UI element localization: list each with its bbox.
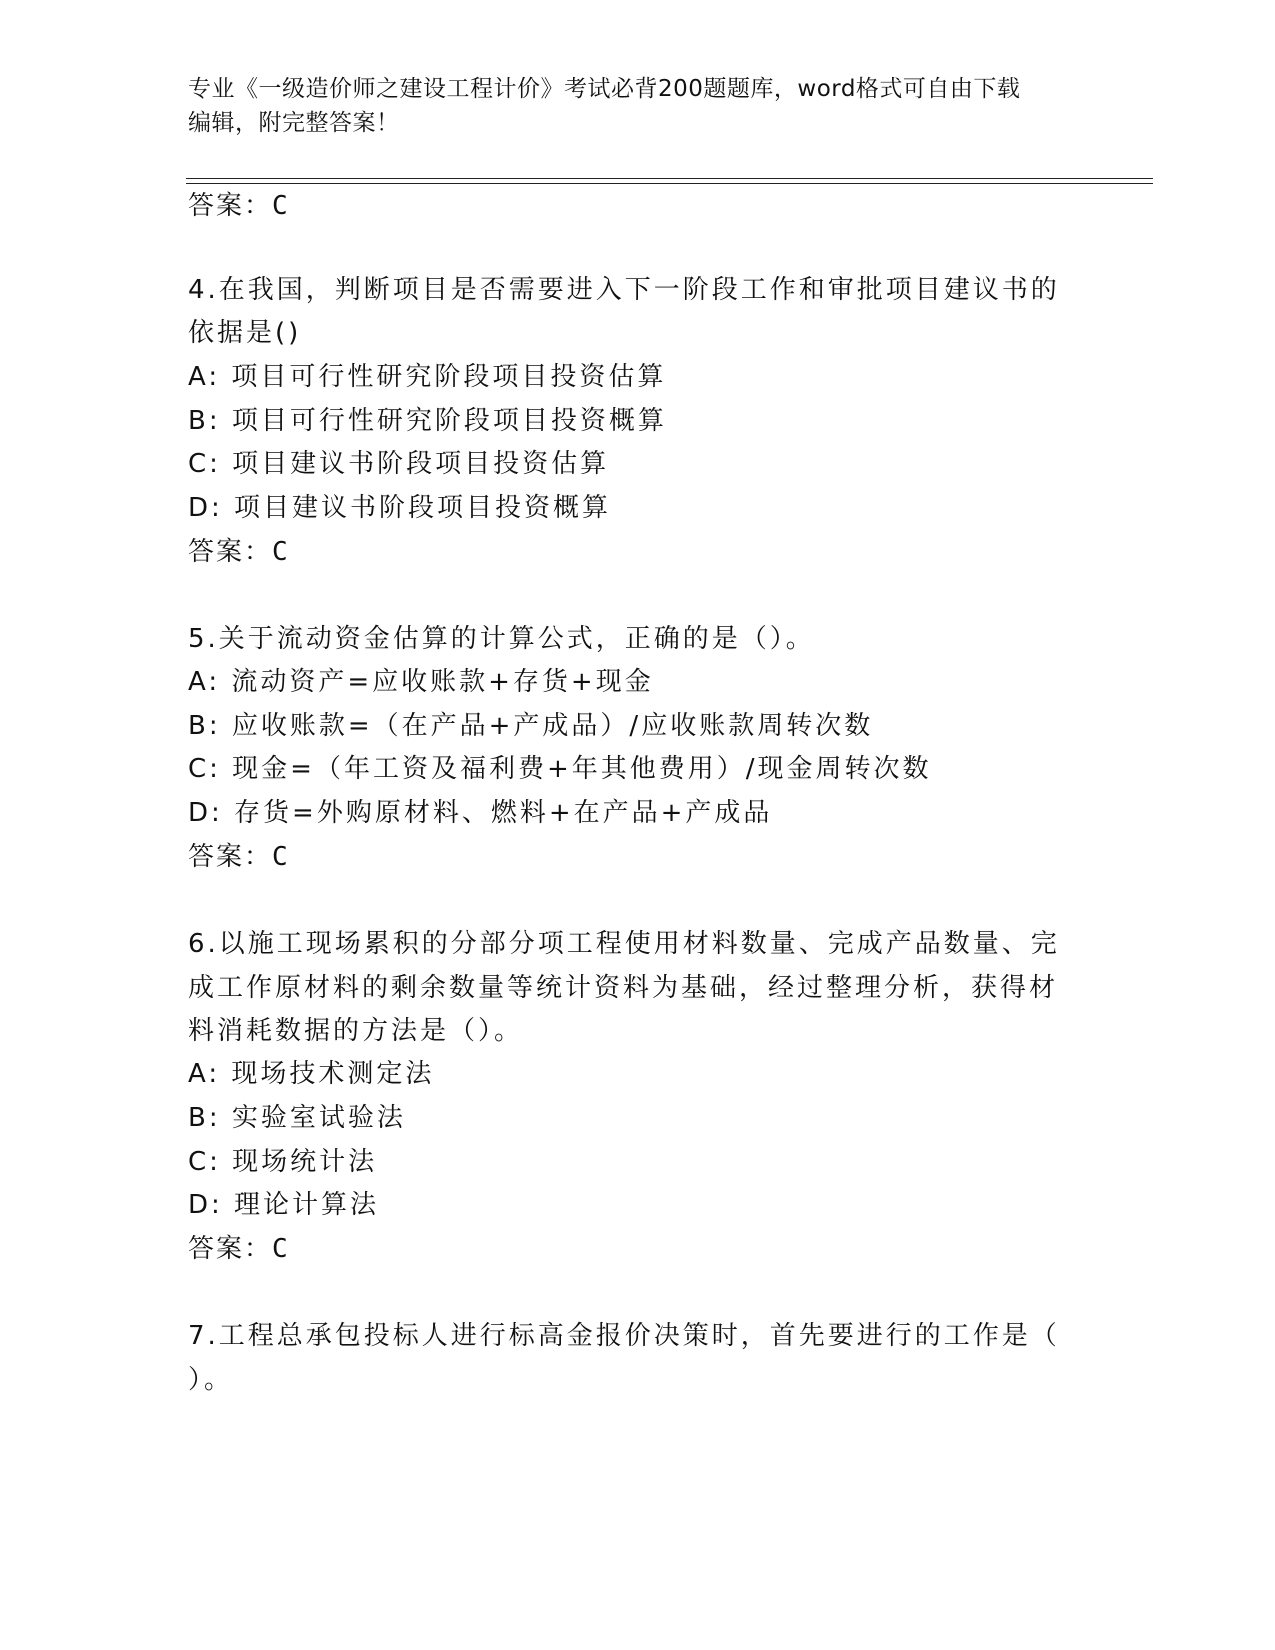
answer-value: C (272, 191, 288, 221)
q4-option-a: A: 项目可行性研究阶段项目投资估算 (188, 362, 667, 392)
q6-option-d: D: 理论计算法 (188, 1190, 380, 1220)
answer-q6 (188, 1234, 288, 1264)
answer-value: C (272, 842, 288, 872)
answer-label: 答案： (188, 842, 273, 872)
q6-stem-line-3: 料消耗数据的方法是（）。 (188, 1016, 524, 1046)
q6-stem-line-1: 6.以施工现场累积的分部分项工程使用材料数量、完成产品数量、完 (188, 929, 1060, 959)
answer-value: C (272, 537, 288, 567)
q4-option-b: B: 项目可行性研究阶段项目投资概算 (188, 406, 667, 436)
answer-value: C (272, 1234, 288, 1264)
q4-option-d: D: 项目建议书阶段项目投资概算 (188, 493, 612, 523)
q7-stem-line-2: ）。 (188, 1365, 234, 1395)
q5-option-d: D: 存货=外购原材料、燃料+在产品+产成品 (188, 798, 773, 828)
q5-option-c: C: 现金=（年工资及福利费+年其他费用）/现金周转次数 (188, 754, 932, 784)
header-divider-bottom (186, 183, 1153, 184)
q5-stem-line-1: 5.关于流动资金估算的计算公式，正确的是（）。 (188, 624, 815, 654)
q7-stem-line-1: 7.工程总承包投标人进行标高金报价决策时，首先要进行的工作是（ (188, 1321, 1060, 1351)
document-header (188, 72, 1088, 140)
answer-q5 (188, 842, 288, 872)
answer-q4 (188, 537, 288, 567)
answer-label: 答案： (188, 537, 273, 567)
q5-option-a: A: 流动资产=应收账款+存货+现金 (188, 667, 654, 697)
q6-stem-line-2: 成工作原材料的剩余数量等统计资料为基础，经过整理分析，获得材 (188, 973, 1059, 1003)
q5-option-b: B: 应收账款=（在产品+产成品）/应收账款周转次数 (188, 711, 874, 741)
answer-q3 (188, 191, 288, 221)
q6-option-c: C: 现场统计法 (188, 1147, 378, 1177)
q4-stem-line-1: 4.在我国，判断项目是否需要进入下一阶段工作和审批项目建议书的 (188, 275, 1060, 305)
q6-option-b: B: 实验室试验法 (188, 1103, 406, 1133)
q4-stem-line-2: 依据是() (188, 318, 302, 348)
answer-label: 答案： (188, 1234, 273, 1264)
answer-label: 答案： (188, 191, 273, 221)
header-line-1: 专业《一级造价师之建设工程计价》考试必背200题题库，word格式可自由下载 (188, 76, 1021, 102)
header-divider-top (186, 178, 1153, 179)
header-line-2: 编辑，附完整答案！ (188, 110, 400, 136)
q6-option-a: A: 现场技术测定法 (188, 1059, 435, 1089)
q4-option-c: C: 项目建议书阶段项目投资估算 (188, 449, 610, 479)
